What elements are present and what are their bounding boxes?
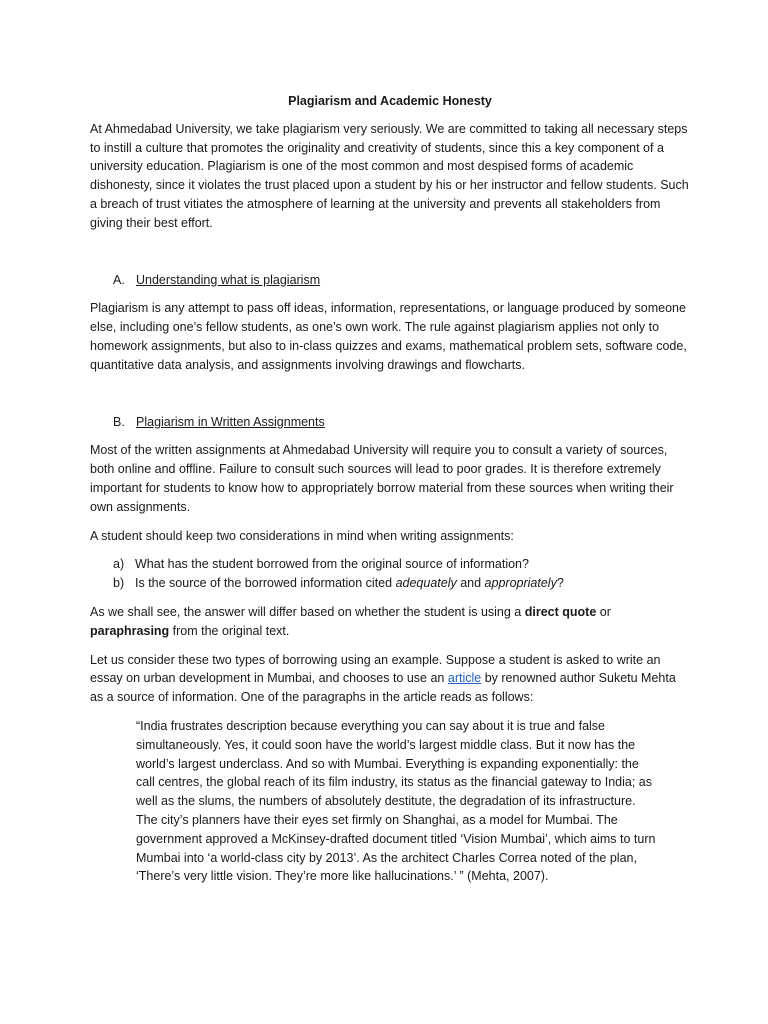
- section-b-paragraph-2: A student should keep two considerations in mind when writing assignments:: [90, 528, 514, 543]
- considerations-list: [90, 555, 690, 593]
- document-title: Plagiarism and Academic Honesty: [288, 94, 492, 108]
- section-b-heading: [90, 413, 690, 432]
- text-segment: or: [596, 604, 611, 619]
- document-page: [90, 92, 690, 886]
- section-b-paragraph-3: [90, 603, 690, 641]
- text-segment: As we shall see, the answer will differ based on whether the student is using a: [90, 604, 525, 619]
- list-item: [113, 555, 690, 574]
- section-b-letter: B.: [113, 414, 125, 429]
- list-item: [113, 574, 690, 593]
- section-a-letter: A.: [113, 272, 125, 287]
- bold-paraphrasing: paraphrasing: [90, 623, 170, 638]
- list-marker: a): [113, 557, 125, 572]
- article-link[interactable]: article: [447, 671, 482, 686]
- section-b-paragraph-1: Most of the written assignments at Ahmedabad University will require you to consult a variety of sources, both online and offline. Failure to consult such sources will lead to poor grades. It is therefore extremely important for students to know how to appropriately borrow material from these sources when writing their own assignments.: [90, 443, 674, 514]
- list-item-text: [135, 574, 564, 593]
- list-text-segment: Is the source of the borrowed information cited: [135, 576, 396, 591]
- list-text-segment: ?: [556, 576, 564, 591]
- emphasis-adequately: adequately: [395, 576, 457, 591]
- bold-direct-quote: direct quote: [524, 604, 597, 619]
- text-segment: by renowned author Suketu Mehta as a source of information. One of the paragraphs in the article reads as follows:: [90, 671, 676, 705]
- section-b-paragraph-4: [90, 651, 690, 707]
- block-quote: “India frustrates description because everything you can say about it is true and false simultaneously. Yes, it could soon have the world’s largest middle class. But it now has the world’s largest underclass. And so with Mumbai. Everything is expanding exponentially: the call centres, the global reach of its film industry, its status as the financial gateway to India; as well as the slums, the numbers of absolutely destitute, the degradation of its infrastructure. The city’s planners have their eyes set firmly on Shanghai, as a model for Mumbai. The government approved a McKinsey-drafted document titled ‘Vision Mumbai’, which aims to turn Mumbai into ‘a world-class city by 2013’. As the architect Charles Correa noted of the plan, ‘There’s very little vision. They’re more like hallucinations.’ ” (Mehta, 2007).: [136, 718, 656, 884]
- list-text-segment: and: [456, 576, 485, 591]
- text-segment: Let us consider these two types of borrowing using an example. Suppose a student is asked to write an essay on urban development in Mumbai, and chooses to use an: [90, 652, 661, 686]
- section-a-paragraph: Plagiarism is any attempt to pass off ideas, information, representations, or language produced by someone else, including one’s fellow students, as one’s own work. The rule against plagiarism applies not only to homework assignments, but also to in-class quizzes and exams, mathematical problem sets, software code, quantitative data analysis, and assignments involving drawings and flowcharts.: [90, 301, 687, 372]
- list-item-text: What has the student borrowed from the original source of information?: [135, 557, 529, 572]
- list-marker: b): [113, 576, 125, 591]
- intro-paragraph: At Ahmedabad University, we take plagiarism very seriously. We are committed to taking all necessary steps to instill a culture that promotes the originality and creativity of students, since this a key component of a university education. Plagiarism is one of the most common and most despised forms of academic dishonesty, since it violates the trust placed upon a student by his or her instructor and fellow students. Such a breach of trust vitiates the atmosphere of learning at the university and prevents all stakeholders from giving their best effort.: [90, 121, 689, 230]
- section-a-heading: [90, 271, 690, 290]
- section-a-title: Understanding what is plagiarism: [136, 272, 321, 287]
- text-segment: from the original text.: [169, 623, 290, 638]
- emphasis-appropriately: appropriately: [484, 576, 557, 591]
- section-b-title: Plagiarism in Written Assignments: [136, 414, 325, 429]
